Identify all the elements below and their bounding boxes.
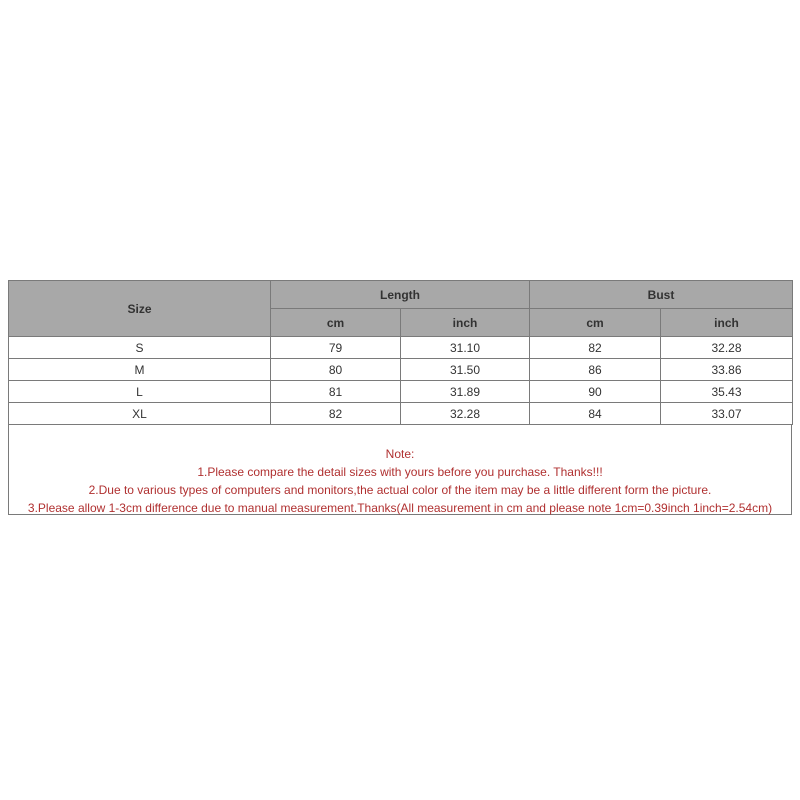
length-inch-cell: 31.50 bbox=[401, 359, 530, 381]
bust-cm-cell: 90 bbox=[530, 381, 661, 403]
table-row bbox=[9, 403, 793, 425]
length-header: Length bbox=[271, 281, 530, 309]
bust-cm-cell: 86 bbox=[530, 359, 661, 381]
note-title: Note: bbox=[385, 447, 415, 461]
size-chart bbox=[8, 280, 792, 515]
table-row bbox=[9, 381, 793, 403]
bust-cm-cell: 82 bbox=[530, 337, 661, 359]
table-row bbox=[9, 359, 793, 381]
length-cm-header: cm bbox=[271, 309, 401, 337]
note-line-2: 2.Due to various types of computers and monitors,the actual color of the item may be a little different form the picture. bbox=[88, 483, 712, 497]
length-cm-cell: 82 bbox=[271, 403, 401, 425]
note-line-3: 3.Please allow 1-3cm difference due to manual measurement.Thanks(All measurement in cm and please note 1cm=0.39inch 1inch=2.54cm) bbox=[27, 501, 773, 515]
bust-inch-cell: 33.07 bbox=[661, 403, 793, 425]
length-cm-cell: 80 bbox=[271, 359, 401, 381]
size-cell: XL bbox=[9, 403, 271, 425]
note-line-1: 1.Please compare the detail sizes with yours before you purchase. Thanks!!! bbox=[197, 465, 603, 479]
length-cm-cell: 79 bbox=[271, 337, 401, 359]
table-row bbox=[9, 337, 793, 359]
length-cm-cell: 81 bbox=[271, 381, 401, 403]
bust-inch-cell: 32.28 bbox=[661, 337, 793, 359]
bust-header: Bust bbox=[530, 281, 793, 309]
bust-cm-header: cm bbox=[530, 309, 661, 337]
notes-box bbox=[8, 425, 792, 515]
length-inch-cell: 32.28 bbox=[401, 403, 530, 425]
size-cell: S bbox=[9, 337, 271, 359]
length-inch-cell: 31.10 bbox=[401, 337, 530, 359]
size-table bbox=[8, 280, 793, 425]
bust-inch-cell: 33.86 bbox=[661, 359, 793, 381]
bust-inch-header: inch bbox=[661, 309, 793, 337]
length-inch-cell: 31.89 bbox=[401, 381, 530, 403]
size-cell: L bbox=[9, 381, 271, 403]
size-header: Size bbox=[9, 281, 271, 337]
size-cell: M bbox=[9, 359, 271, 381]
bust-inch-cell: 35.43 bbox=[661, 381, 793, 403]
bust-cm-cell: 84 bbox=[530, 403, 661, 425]
length-inch-header: inch bbox=[401, 309, 530, 337]
